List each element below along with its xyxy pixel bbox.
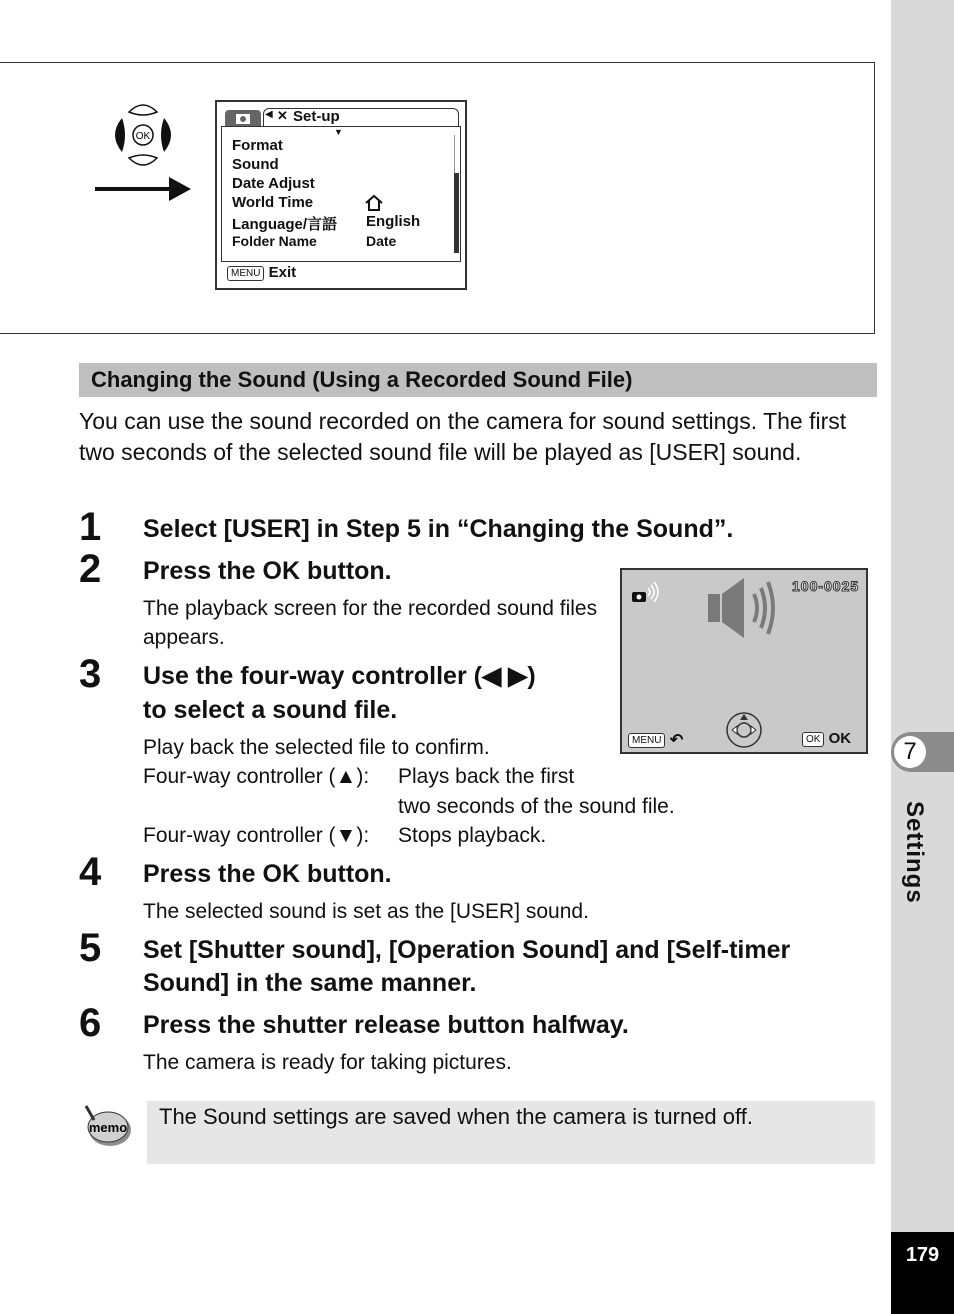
step-5-title-line1: Set [Shutter sound], [Operation Sound] and [Self-timer bbox=[143, 936, 791, 964]
menu-item-world-time: World Time bbox=[232, 194, 314, 211]
step-6-number: 6 bbox=[79, 1001, 102, 1045]
menu-item-date-adjust: Date Adjust bbox=[232, 175, 315, 192]
intro-text: You can use the sound recorded on the camera for sound settings. The first two seconds of the selected sound file will be played as [USER] sound. bbox=[79, 408, 847, 465]
page-number: 179 bbox=[891, 1232, 954, 1314]
ok-control bbox=[802, 730, 851, 747]
menu-key-icon: MENU bbox=[227, 266, 264, 281]
step-2-desc: The playback screen for the recorded sound files appears. bbox=[143, 597, 598, 649]
ok-key-icon: OK bbox=[802, 732, 824, 747]
step-5-number: 5 bbox=[79, 926, 102, 970]
memo-text: The Sound settings are saved when the camera is turned off. bbox=[159, 1104, 753, 1129]
step-6-desc: The camera is ready for taking pictures. bbox=[143, 1051, 512, 1074]
tab-left-arrow-icon: ◀ bbox=[265, 109, 273, 120]
ctrl-down-desc: Stops playback. bbox=[398, 824, 547, 847]
step-4-number: 4 bbox=[79, 850, 102, 894]
menu-value-folder-name: Date bbox=[366, 233, 397, 249]
ctrl-up-desc-line2: two seconds of the sound file. bbox=[398, 795, 675, 818]
step-3-desc: Play back the selected file to confirm. bbox=[143, 736, 490, 759]
step-3-title-line1: Use the four-way controller (◀ ▶) bbox=[143, 662, 536, 690]
menu-value-language: English bbox=[366, 213, 421, 230]
menu-list bbox=[221, 126, 461, 262]
arrow-right-icon bbox=[95, 176, 193, 202]
setup-tab-label: Set-up bbox=[293, 108, 340, 125]
chapter-title: Settings bbox=[901, 801, 928, 904]
menu-item-sound: Sound bbox=[232, 156, 279, 173]
step-6-title: Press the shutter release button halfway. bbox=[143, 1011, 629, 1039]
playback-screen bbox=[620, 568, 868, 754]
step-2-title: Press the OK button. bbox=[143, 557, 392, 585]
menu-item-format: Format bbox=[232, 137, 283, 154]
ctrl-up-label: Four-way controller (▲): bbox=[143, 765, 370, 788]
playback-back-control bbox=[628, 730, 683, 750]
ctrl-up-desc-line1: Plays back the first bbox=[398, 765, 575, 788]
step-3-number: 3 bbox=[79, 652, 102, 696]
step-4-desc: The selected sound is set as the [USER] sound. bbox=[143, 900, 589, 923]
menu-scrollbar-thumb bbox=[454, 173, 459, 253]
return-icon: ↶ bbox=[669, 732, 684, 749]
ctrl-down-label: Four-way controller (▼): bbox=[143, 824, 370, 847]
camera-tab-icon bbox=[225, 110, 261, 126]
step-5-title-line2: Sound] in the same manner. bbox=[143, 969, 477, 997]
memo-icon-label: memo bbox=[88, 1120, 128, 1135]
setup-menu-screen bbox=[215, 100, 467, 290]
four-way-controller-icon bbox=[724, 710, 764, 750]
wrench-icon: ✕ bbox=[277, 108, 288, 123]
menu-item-folder-name: Folder Name bbox=[232, 233, 317, 249]
step-3-title-line2: to select a sound file. bbox=[143, 696, 398, 724]
ok-label: OK bbox=[828, 730, 852, 747]
memo-box bbox=[147, 1101, 875, 1164]
speaker-icon bbox=[706, 576, 786, 640]
menu-key-icon: MENU bbox=[628, 733, 665, 748]
exit-label: Exit bbox=[268, 264, 297, 281]
menu-exit bbox=[227, 264, 296, 281]
four-way-controller-icon bbox=[108, 100, 178, 170]
step-4-title: Press the OK button. bbox=[143, 860, 392, 888]
memo-icon bbox=[80, 1104, 134, 1148]
chapter-side-tab bbox=[891, 0, 954, 1314]
file-number: 100-0025 bbox=[792, 578, 860, 594]
section-title: Changing the Sound (Using a Recorded Sound File) bbox=[79, 363, 877, 397]
step-1-title: Select [USER] in Step 5 in “Changing the Sound”. bbox=[143, 515, 734, 543]
sound-memo-icon bbox=[630, 580, 666, 606]
svg-text:OK: OK bbox=[135, 131, 151, 142]
tab-down-arrow-icon: ▼ bbox=[334, 127, 343, 137]
home-icon bbox=[364, 194, 384, 212]
step-1-number: 1 bbox=[79, 505, 102, 549]
menu-item-language: Language/言語 bbox=[232, 216, 338, 233]
step-2-number: 2 bbox=[79, 547, 102, 591]
chapter-number: 7 bbox=[894, 736, 926, 768]
